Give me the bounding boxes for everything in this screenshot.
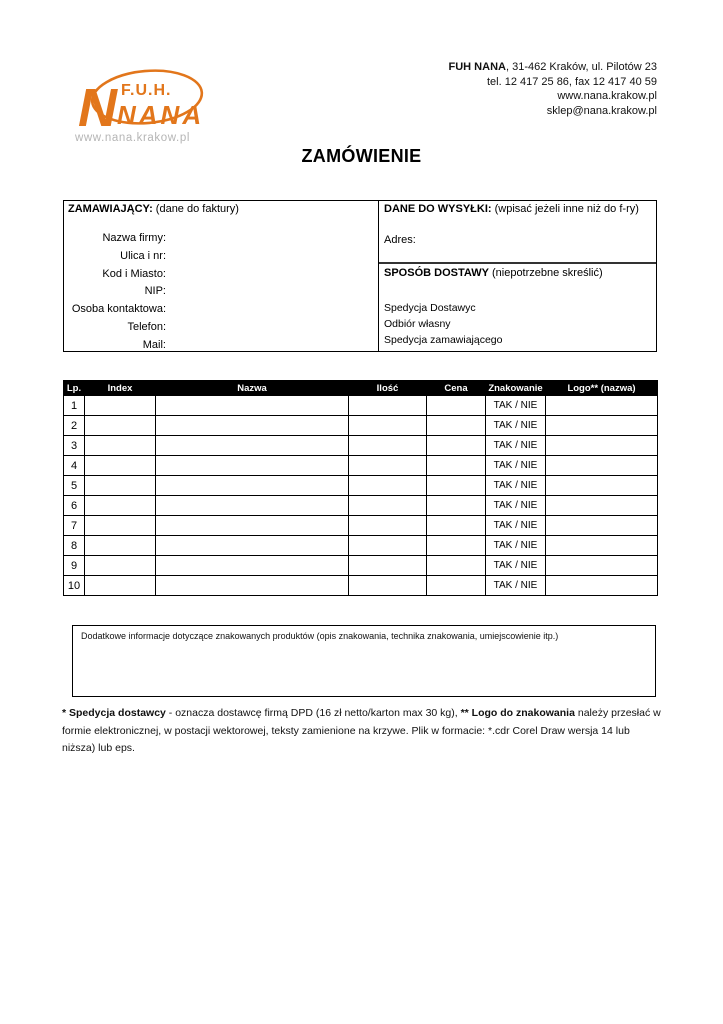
cell-znakowanie: TAK / NIE [486,456,546,476]
company-address-line [449,60,657,75]
additional-info-box [72,625,656,697]
cell-ilosc [349,436,427,456]
orderer-title: ZAMAWIAJĄCY: [68,203,153,215]
delivery-section-title [384,267,651,279]
cell-nazwa [156,576,349,596]
cell-znakowanie: TAK / NIE [486,496,546,516]
col-header-lp: Lp. [64,381,85,396]
cell-znakowanie: TAK / NIE [486,516,546,536]
cell-index [85,456,156,476]
cell-index [85,516,156,536]
col-header-znakowanie: Znakowanie [486,381,546,396]
table-row [64,516,658,536]
shipping-section [379,201,656,351]
cell-ilosc [349,456,427,476]
cell-nazwa [156,416,349,436]
cell-index [85,436,156,456]
cell-lp: 6 [64,496,85,516]
field-label-mail: Mail: [142,338,166,351]
table-row [64,576,658,596]
cell-znakowanie: TAK / NIE [486,476,546,496]
cell-cena [427,396,486,416]
cell-index [85,576,156,596]
table-row [64,416,658,436]
cell-index [85,496,156,516]
table-row [64,396,658,416]
shipping-title-note: (wpisać jeżeli inne niż do f-ry) [491,203,639,215]
field-label-postcode-city: Kod i Miasto: [102,267,166,280]
cell-znakowanie: TAK / NIE [486,416,546,436]
col-header-ilosc: Ilość [349,381,427,396]
cell-znakowanie: TAK / NIE [486,576,546,596]
col-header-logo: Logo** (nazwa) [546,381,658,396]
footnote-logo-term: ** Logo do znakowania [460,707,575,719]
cell-ilosc [349,476,427,496]
table-header-row [64,381,658,396]
orderer-section [64,201,379,351]
cell-znakowanie: TAK / NIE [486,436,546,456]
cell-nazwa [156,516,349,536]
cell-ilosc [349,536,427,556]
company-email-line: sklep@nana.krakow.pl [546,104,657,117]
cell-lp: 4 [64,456,85,476]
orderer-title-note: (dane do faktury) [152,203,239,215]
cell-logo [546,436,658,456]
cell-lp: 9 [64,556,85,576]
company-logo [74,64,204,146]
cell-znakowanie: TAK / NIE [486,396,546,416]
order-header-box [63,200,657,352]
cell-index [85,396,156,416]
cell-cena [427,436,486,456]
cell-nazwa [156,556,349,576]
shipping-section-title [384,203,651,215]
cell-logo [546,476,658,496]
cell-znakowanie: TAK / NIE [486,556,546,576]
delivery-option-own-forwarding: Spedycja zamawiającego [384,334,503,346]
col-header-cena: Cena [427,381,486,396]
delivery-title-note: (niepotrzebne skreślić) [488,267,603,279]
order-items-table [63,380,658,596]
shipping-address-subsection [379,201,656,264]
shipping-title: DANE DO WYSYŁKI: [384,203,492,215]
company-address: , 31-462 Kraków, ul. Pilotów 23 [505,61,657,73]
orderer-section-title [68,203,374,215]
table-row [64,436,658,456]
col-header-index: Index [85,381,156,396]
additional-info-label: Dodatkowe informacje dotyczące znakowanych produktów (opis znakowania, technika znakowania, umiejscowienie itp.) [81,631,559,641]
cell-ilosc [349,496,427,516]
cell-nazwa [156,396,349,416]
company-contact-block [449,60,657,118]
cell-index [85,476,156,496]
nana-logo-graphic [74,64,204,146]
cell-ilosc [349,556,427,576]
cell-lp: 10 [64,576,85,596]
cell-ilosc [349,516,427,536]
field-label-contact-person: Osoba kontaktowa: [71,303,166,316]
delivery-method-subsection [379,264,656,349]
cell-lp: 1 [64,396,85,416]
logo-fuh-text: F.U.H. [121,82,172,99]
table-row [64,556,658,576]
cell-logo [546,556,658,576]
cell-cena [427,536,486,556]
col-header-nazwa: Nazwa [156,381,349,396]
field-label-nip: NIP: [144,285,166,298]
cell-znakowanie: TAK / NIE [486,536,546,556]
field-label-street: Ulica i nr: [120,249,166,262]
shipping-address-label: Adres: [384,234,416,246]
delivery-option-carrier: Spedycja Dostawyc [384,302,476,314]
cell-lp: 7 [64,516,85,536]
company-website-line: www.nana.krakow.pl [557,90,657,102]
footnote-delivery-term: * Spedycja dostawcy [62,707,166,719]
footnote-delivery-desc: - oznacza dostawcę firmą DPD (16 zł netto/karton max 30 kg), [165,707,461,719]
cell-lp: 3 [64,436,85,456]
cell-logo [546,576,658,596]
cell-cena [427,496,486,516]
delivery-title: SPOSÓB DOSTAWY [384,267,489,279]
cell-index [85,416,156,436]
table-row [64,496,658,516]
delivery-option-pickup: Odbiór własny [384,318,451,330]
field-label-phone: Telefon: [127,320,166,333]
cell-index [85,536,156,556]
cell-lp: 8 [64,536,85,556]
cell-logo [546,536,658,556]
cell-logo [546,516,658,536]
cell-lp: 2 [64,416,85,436]
cell-nazwa [156,476,349,496]
cell-nazwa [156,496,349,516]
table-row [64,456,658,476]
cell-logo [546,496,658,516]
page-title: ZAMÓWIENIE [301,146,422,166]
cell-index [85,556,156,576]
orderer-field-labels [66,230,166,355]
table-row [64,476,658,496]
cell-cena [427,416,486,436]
cell-logo [546,456,658,476]
footnote-logo-desc: należy przesłać w formie elektronicznej, w postacji wektorowej, teksty zamienione na krzywe. Plik w formacie: *.cdr Corel Draw wersja 14 lub niższa) lub eps. [62,707,661,754]
cell-lp: 5 [64,476,85,496]
order-table-body [64,396,658,596]
cell-ilosc [349,576,427,596]
company-name: FUH NANA [448,61,506,73]
company-phone-line: tel. 12 417 25 86, fax 12 417 40 59 [486,75,657,88]
table-row [64,536,658,556]
logo-url-text: www.nana.krakow.pl [75,132,190,144]
logo-letter-n: N [78,78,117,138]
field-label-company-name: Nazwa firmy: [102,232,166,244]
cell-cena [427,576,486,596]
cell-cena [427,476,486,496]
cell-nazwa [156,536,349,556]
cell-nazwa [156,436,349,456]
cell-logo [546,416,658,436]
cell-logo [546,396,658,416]
cell-cena [427,516,486,536]
cell-nazwa [156,456,349,476]
footnote-text [62,705,663,758]
cell-ilosc [349,396,427,416]
logo-nana-text: NANA [117,100,204,130]
cell-ilosc [349,416,427,436]
cell-cena [427,556,486,576]
cell-cena [427,456,486,476]
